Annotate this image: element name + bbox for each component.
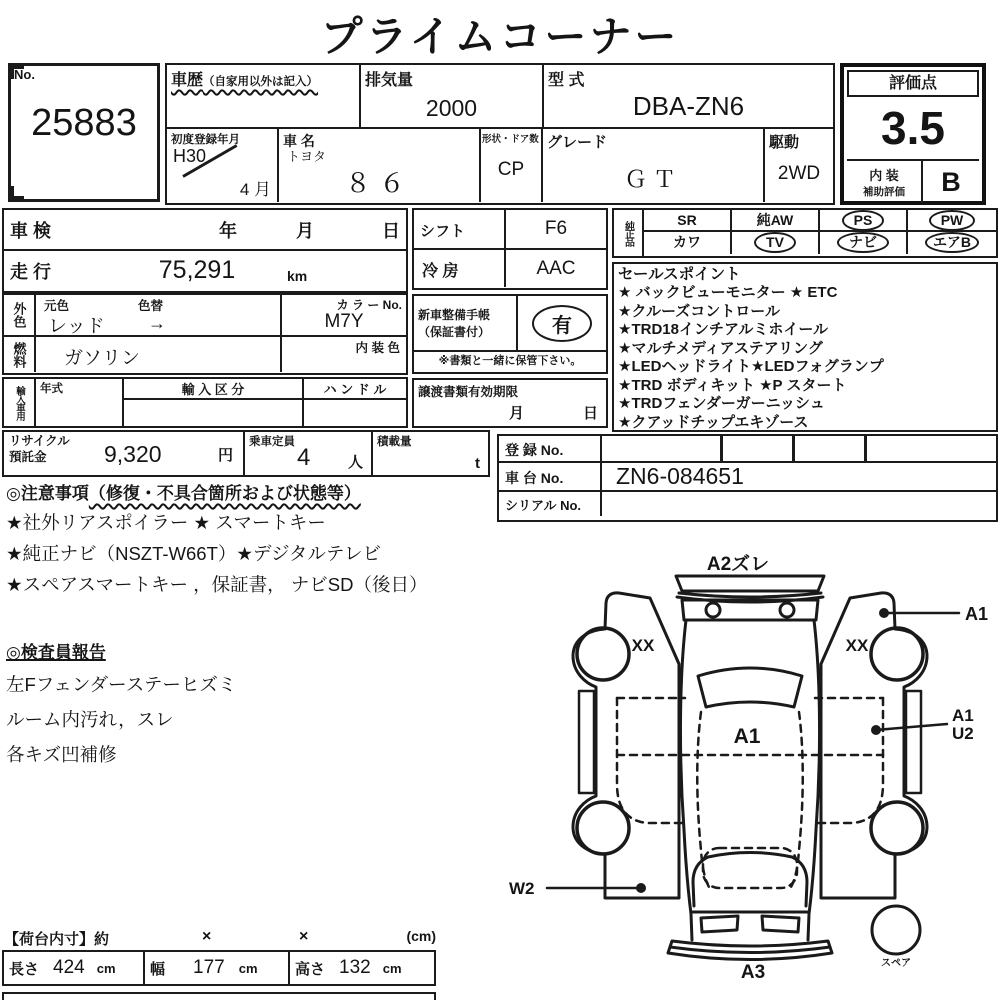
chassis-no-label: 車 台 No.	[499, 463, 602, 490]
handle-label: ハ ン ド ル	[304, 379, 406, 400]
shaken-label: 車 検	[10, 220, 52, 241]
interior-grade: B	[941, 167, 961, 197]
diagram-label-xx-right: XX	[845, 636, 869, 655]
service-book-value: 有	[532, 305, 592, 342]
history-label: 車歴	[171, 72, 204, 89]
sales-point-item: ★クルーズコントロール	[618, 302, 780, 320]
windshield	[698, 668, 802, 707]
capacity-unit: 人	[347, 454, 363, 471]
diagram-label-a1-u2a: A1	[952, 706, 974, 725]
cargo-table	[2, 950, 436, 986]
year-model-label: 年式	[40, 383, 63, 395]
interior-color-label: 内 装 色	[355, 341, 400, 355]
taillight-right	[762, 916, 799, 932]
color-no-label: カ ラ ー No.	[336, 298, 402, 312]
service-book-note: ※書類と一緒に保管下さい。	[414, 350, 606, 371]
fuel-label: 燃料	[4, 337, 36, 372]
diagram-label-w2: W2	[509, 879, 535, 898]
import-label: 輸入車用	[4, 379, 36, 426]
cargo-length-value: 424	[53, 957, 85, 978]
lot-number-value: 25883	[31, 102, 137, 144]
service-book-label-1: 新車整備手帳	[418, 308, 491, 322]
diagram-label-a3: A3	[740, 962, 766, 983]
page-title: プライムコーナー	[320, 13, 680, 60]
first-registration-era: H30	[173, 146, 207, 166]
serial-no-label: シリアル No.	[499, 492, 602, 516]
history-cell	[167, 65, 361, 127]
history-note: （自家用以外は記入）	[203, 76, 319, 88]
inspector-report-title: ◎検査員報告	[6, 643, 106, 662]
shift-value: F6	[544, 218, 568, 239]
cargo-width-value: 177	[193, 957, 225, 978]
rating-box	[840, 63, 986, 205]
oem-parts-label: 純正品	[614, 210, 644, 256]
notes-line: ★スペアスマートキー ，保証書， ナビSD（後日）	[6, 574, 428, 595]
registration-box	[497, 434, 998, 522]
corner-mark	[8, 186, 24, 202]
body-doors-label: 形状・ドア数	[482, 134, 539, 145]
notes-section	[6, 479, 492, 600]
diagram-label-spare: スペア	[881, 958, 911, 969]
original-color-label: 元色	[44, 299, 70, 313]
serial-no-value	[602, 492, 996, 516]
oem-tv: TV	[754, 232, 796, 253]
sales-point-item: ★LEDヘッドライト★LEDフォグランプ	[618, 358, 884, 375]
oem-pw: PW	[929, 210, 976, 231]
recycle-value: 9,320	[104, 441, 162, 467]
interior-label-2: 補助評価	[863, 186, 905, 198]
recycle-box	[2, 430, 490, 477]
cargo-width-unit: cm	[238, 960, 258, 976]
chassis-no-value: ZN6-084651	[616, 463, 744, 489]
sales-points-title: セールスポイント	[618, 266, 741, 283]
mileage-value: 75,291	[158, 256, 236, 284]
load-label: 積載量	[377, 436, 412, 448]
sales-point-item: ★マルチメディアステアリング	[618, 339, 823, 357]
cargo-height-value: 132	[339, 957, 371, 978]
fuel-value: ガソリン	[64, 348, 141, 369]
exterior-color-label: 外色	[4, 295, 36, 335]
car-model: ８６	[344, 168, 413, 198]
header-table	[165, 63, 835, 205]
notes-title-note: （修復・不具合箇所および状態等）	[88, 484, 361, 503]
recycle-unit: 円	[217, 447, 233, 464]
load-unit: t	[475, 455, 480, 472]
first-registration-label: 初度登録年月	[171, 134, 240, 146]
shaken-mileage-box	[2, 208, 408, 293]
mileage-label: 走 行	[10, 261, 52, 282]
cargo-header	[4, 928, 436, 948]
cowl-circle-left	[706, 603, 720, 617]
cargo-unit-note: (cm)	[406, 928, 436, 944]
model-code-label: 型 式	[548, 72, 585, 89]
service-book-label-2: （保証書付）	[418, 325, 491, 339]
oem-sr: SR	[644, 210, 732, 230]
cargo-next-row-partial	[2, 992, 436, 1000]
ac-value: AAC	[536, 257, 576, 279]
drive-cell	[765, 129, 833, 202]
shift-label: シフト	[414, 210, 506, 248]
damage-diagram	[495, 550, 1000, 998]
grade-value: ＧＴ	[624, 166, 682, 192]
reg-no-label: 登 録 No.	[499, 436, 602, 461]
rocker-right	[906, 691, 921, 793]
mileage-unit: km	[287, 268, 308, 284]
sales-point-item: ★TRD18インチアルミホイール	[618, 321, 829, 338]
cargo-height-unit: cm	[382, 960, 402, 976]
cargo-length-label: 長さ	[9, 960, 40, 978]
body-doors-value: CP	[497, 159, 525, 180]
grade-label: グレード	[547, 134, 608, 151]
inspector-line: 各キズ凹補修	[6, 744, 117, 765]
shaken-month-label: 月	[296, 220, 314, 241]
capacity-value: 4	[297, 444, 311, 471]
ac-label: 冷 房	[414, 250, 506, 287]
cargo-times-2: ×	[299, 928, 309, 945]
displacement-value: 2000	[425, 95, 478, 121]
oem-kawa: カワ	[644, 232, 732, 254]
car-name-cell	[279, 129, 481, 202]
transfer-day-label: 日	[582, 405, 598, 422]
import-class-label: 輸 入 区 分	[124, 379, 302, 400]
car-maker: トヨタ	[287, 149, 327, 164]
sales-point-item: ★TRD ボディキット ★P スタート	[618, 376, 847, 394]
color-change-label: 色替	[138, 299, 164, 313]
cargo-length-unit: cm	[96, 960, 116, 976]
drive-label: 駆動	[769, 134, 800, 151]
shaken-year-label: 年	[219, 220, 237, 241]
wheel-front-right	[871, 628, 923, 680]
cargo-times-1: ×	[202, 928, 212, 945]
service-book-box	[412, 294, 608, 374]
windshield-strip	[676, 576, 824, 591]
lot-number-label: No.	[14, 67, 35, 82]
trunk-outline	[693, 853, 807, 907]
first-registration-cell	[167, 129, 279, 202]
rating-score: 3.5	[881, 102, 945, 154]
reg-no-value	[602, 436, 996, 461]
sales-point-item: ★ バックビューモニター ★ ETC	[618, 284, 838, 301]
displacement-cell	[361, 65, 544, 127]
wheel-front-left	[577, 628, 629, 680]
notes-line: ★純正ナビ（NSZT-W66T）★デジタルテレビ	[6, 543, 381, 564]
taillight-left	[701, 916, 738, 932]
shift-ac-box	[412, 208, 608, 290]
oem-parts-table	[612, 208, 998, 258]
sales-points-box	[612, 262, 998, 432]
sales-point-item: ★TRDフェンダーガーニッシュ	[618, 395, 825, 412]
wheel-rear-left	[577, 802, 629, 854]
first-registration-month: 4 月	[239, 180, 271, 199]
oem-airbag: エアB	[925, 232, 979, 253]
recycle-label: リサイクル 預託金	[9, 434, 70, 464]
grade-cell	[543, 129, 765, 202]
notes-title: ◎注意事項	[6, 484, 89, 503]
spare-tire	[872, 906, 920, 954]
capacity-label: 乗車定員	[249, 436, 295, 448]
diagram-label-xx-left: XX	[631, 636, 655, 655]
inspector-report-section	[6, 638, 456, 772]
exterior-color-value: レッド	[48, 316, 105, 337]
color-change-arrow: →	[148, 313, 166, 333]
wheel-rear-right	[871, 802, 923, 854]
transfer-box	[412, 378, 608, 428]
rating-label: 評価点	[847, 70, 979, 97]
import-box	[2, 377, 408, 428]
diagram-label-a2: A2ズレ	[706, 554, 770, 575]
lot-number-box	[8, 63, 160, 202]
notes-line: ★社外リアスポイラー ★ スマートキー	[6, 512, 326, 533]
transfer-label: 譲渡書類有効期限	[418, 385, 519, 399]
cowl-circle-right	[780, 603, 794, 617]
diagram-label-a1-right: A1	[965, 604, 989, 624]
rocker-left	[579, 691, 594, 793]
model-code-cell	[544, 65, 833, 127]
color-fuel-box	[2, 293, 408, 375]
car-name-label: 車 名	[283, 133, 315, 149]
diagram-label-a1-u2b: U2	[952, 724, 974, 743]
body-side-right	[808, 620, 820, 940]
sales-point-item: ★クアッドチップエキゾース	[618, 413, 809, 431]
color-no-value: M7Y	[324, 311, 364, 332]
cargo-title: 【荷台内寸】約	[4, 931, 110, 948]
transfer-month-label: 月	[509, 405, 525, 422]
body-doors-cell	[481, 129, 543, 202]
oem-navi: ナビ	[837, 232, 889, 253]
diagram-label-a1-center: A1	[733, 725, 761, 748]
model-code-value: DBA-ZN6	[632, 91, 745, 121]
cargo-width-label: 幅	[150, 960, 166, 978]
body-side-left	[680, 620, 692, 940]
oem-ps: PS	[842, 210, 885, 231]
inspector-line: ルーム内汚れ，スレ	[6, 709, 174, 730]
leader-a1-u2	[876, 724, 947, 730]
oem-aw: 純AW	[732, 210, 820, 230]
cargo-height-label: 高さ	[295, 960, 326, 978]
shaken-day-label: 日	[382, 220, 400, 241]
drive-value: 2WD	[777, 163, 821, 184]
inspector-line: 左Fフェンダーステーヒズミ	[6, 674, 237, 695]
displacement-label: 排気量	[365, 72, 414, 89]
interior-label-1: 内 装	[869, 168, 899, 183]
